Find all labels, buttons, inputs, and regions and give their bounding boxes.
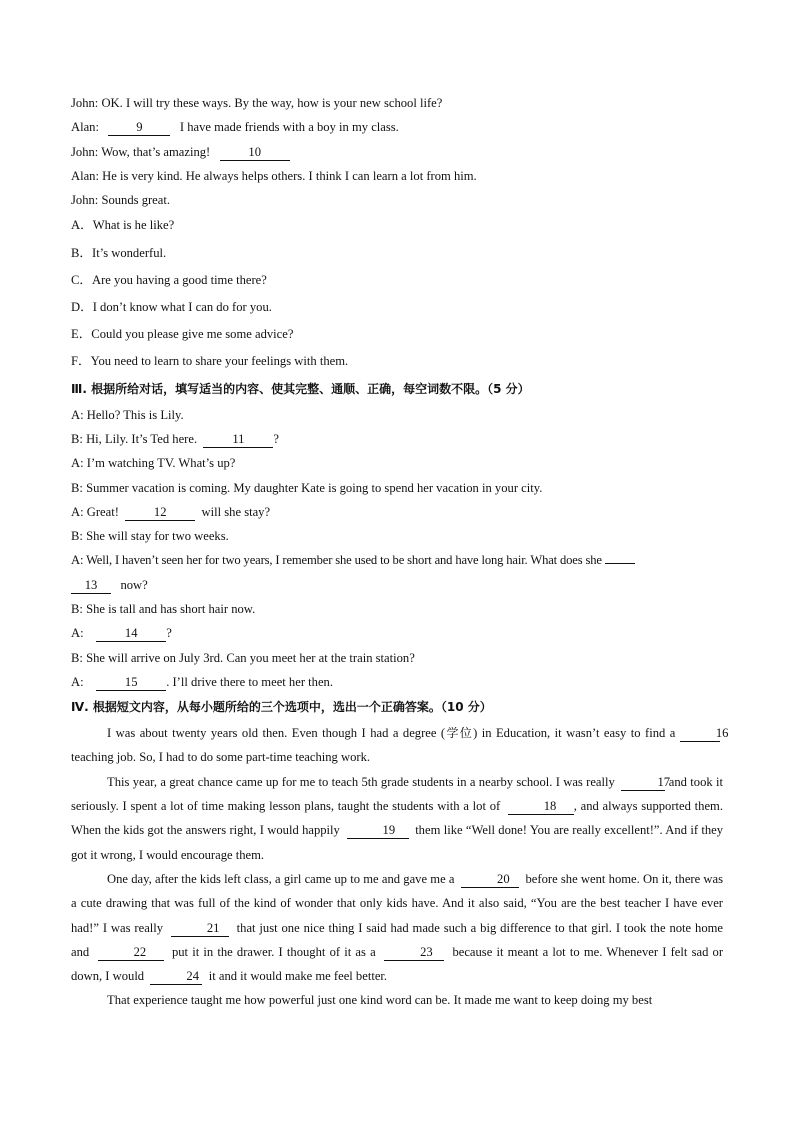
line-text: Sounds great. bbox=[101, 193, 171, 208]
section-4-heading: Ⅳ. 根据短文内容，从每小题所给的三个选项中，选出一个正确答案。（10 分） bbox=[71, 700, 492, 715]
passage-text: , and always supported them. When the kids got the answers right, I would happily bbox=[71, 799, 723, 838]
passage-paragraph-3 bbox=[71, 867, 723, 988]
option-d bbox=[71, 294, 723, 321]
passage-text: I was about twenty years old then. Even though I had a degree ( bbox=[107, 726, 446, 741]
speaker: A: bbox=[71, 456, 84, 471]
line-text: She is tall and has short hair now. bbox=[86, 601, 256, 616]
dialogue-line bbox=[71, 427, 723, 451]
option-text: It’s wonderful. bbox=[92, 245, 167, 260]
option-f bbox=[71, 348, 723, 375]
line-text: . I’ll drive there to meet her then. bbox=[166, 674, 333, 689]
dialogue-line bbox=[71, 548, 723, 572]
passage-text: because it meant a lot to me. Whenever I felt sad or down, I would bbox=[71, 944, 724, 984]
passage-text: before she went home. On it, there was a cute drawing that was full of the kind of wonder that only kids have. And it also said, “You are the best teacher I have ever had!” I was really bbox=[71, 871, 724, 935]
answer-blank-22[interactable]: 22 bbox=[98, 945, 164, 961]
passage-text: put it in the drawer. I thought of it as a bbox=[171, 944, 376, 959]
passage-text: That experience taught me how powerful just one kind word can be. It made me want to keep doing my best bbox=[107, 993, 653, 1008]
dialogue-line bbox=[71, 403, 723, 427]
speaker: B: bbox=[71, 650, 83, 665]
speaker: John: bbox=[71, 144, 99, 159]
option-letter: B． bbox=[71, 245, 92, 260]
option-e bbox=[71, 321, 723, 348]
option-letter: A． bbox=[71, 218, 93, 233]
line-text: Great! bbox=[86, 504, 119, 519]
speaker: John: bbox=[71, 193, 99, 208]
answer-blank-13-start bbox=[605, 548, 635, 564]
passage-text: that just one nice thing I said had made such a big difference to that girl. I took the note home and bbox=[71, 920, 724, 959]
answer-blank-15[interactable]: 15 bbox=[96, 675, 166, 691]
speaker: A: bbox=[71, 626, 84, 641]
answer-blank-10[interactable]: 10 bbox=[220, 145, 290, 161]
dialogue-line bbox=[71, 573, 723, 597]
dialogue-line bbox=[71, 500, 723, 524]
speaker: A: bbox=[71, 504, 84, 519]
dialogue-line bbox=[71, 476, 723, 500]
line-text: OK. I will try these ways. By the way, how is your new school life? bbox=[101, 96, 443, 110]
line-text: ? bbox=[273, 431, 279, 446]
line-text: I’m watching TV. What’s up? bbox=[86, 456, 236, 471]
line-text: She will arrive on July 3rd. Can you meet her at the train station? bbox=[86, 650, 415, 665]
line-text: Hi, Lily. It’s Ted here. bbox=[86, 431, 198, 446]
answer-blank-16[interactable]: 16 bbox=[680, 726, 720, 742]
answer-blank-13[interactable]: 13 bbox=[71, 578, 111, 594]
line-text: now? bbox=[120, 577, 148, 592]
speaker: B: bbox=[71, 529, 83, 544]
passage-text: it and it would make me feel better. bbox=[208, 969, 388, 984]
dialogue-line bbox=[71, 451, 723, 475]
speaker: John: bbox=[71, 96, 99, 110]
passage-text: ) in Education, it wasn’t easy to find a bbox=[473, 726, 676, 741]
option-text: You need to learn to share your feelings with them. bbox=[90, 354, 349, 369]
option-text: Could you please give me some advice? bbox=[91, 327, 294, 342]
line-text: Hello? This is Lily. bbox=[86, 407, 184, 422]
dialogue-line bbox=[71, 115, 723, 139]
answer-blank-12[interactable]: 12 bbox=[125, 505, 195, 521]
dialogue-line bbox=[71, 140, 723, 164]
line-text: Summer vacation is coming. My daughter Kate is going to spend her vacation in your city. bbox=[86, 480, 543, 495]
option-letter: F． bbox=[71, 354, 91, 369]
dialogue-line bbox=[71, 621, 723, 645]
speaker: B: bbox=[71, 431, 83, 446]
answer-blank-9[interactable]: 9 bbox=[108, 120, 170, 136]
passage-text: them like “Well done! You are really excellent!”. And if they got it wrong, I would encourage them. bbox=[71, 823, 724, 862]
dialogue-line bbox=[71, 91, 723, 115]
option-c bbox=[71, 267, 723, 294]
option-letter: C． bbox=[71, 272, 92, 287]
answer-blank-21[interactable]: 21 bbox=[171, 921, 229, 937]
answer-blank-14[interactable]: 14 bbox=[96, 626, 166, 642]
passage-text: This year, a great chance came up for me to teach 5th grade students in a nearby school. I was really bbox=[107, 774, 615, 789]
dialogue-line bbox=[71, 597, 723, 621]
option-text: I don’t know what I can do for you. bbox=[92, 300, 272, 315]
answer-blank-20[interactable]: 20 bbox=[461, 872, 519, 888]
passage-paragraph-4 bbox=[71, 988, 723, 1012]
option-a bbox=[71, 212, 723, 239]
line-text: ? bbox=[166, 626, 172, 641]
option-text: Are you having a good time there? bbox=[92, 272, 267, 287]
answer-blank-18[interactable]: 18 bbox=[508, 799, 574, 815]
speaker: B: bbox=[71, 480, 83, 495]
line-text: She will stay for two weeks. bbox=[86, 529, 229, 544]
option-letter: E． bbox=[71, 327, 92, 342]
line-text: will she stay? bbox=[201, 504, 271, 519]
speaker: A: bbox=[71, 553, 84, 568]
passage-text: teaching job. So, I had to do some part-time teaching work. bbox=[71, 750, 371, 765]
option-b bbox=[71, 240, 723, 267]
answer-blank-19[interactable]: 19 bbox=[347, 823, 409, 839]
section-3-heading: Ⅲ. 根据所给对话，填写适当的内容、使其完整、通顺、正确，每空词数不限。（5 分） bbox=[71, 381, 530, 396]
answer-blank-24[interactable]: 24 bbox=[150, 969, 202, 985]
dialogue-line bbox=[71, 670, 723, 694]
line-text: He is very kind. He always helps others. I think I can learn a lot from him. bbox=[102, 168, 477, 183]
line-text: I have made friends with a boy in my class. bbox=[179, 120, 399, 135]
document-page bbox=[71, 91, 729, 1013]
passage-text: and took it seriously. I spent a lot of time making lesson plans, taught the students with a lot of bbox=[71, 774, 724, 814]
speaker: A: bbox=[71, 407, 84, 422]
dialogue-line bbox=[71, 164, 723, 188]
dialogue-line bbox=[71, 524, 723, 548]
passage-paragraph-1 bbox=[71, 721, 729, 770]
answer-blank-11[interactable]: 11 bbox=[203, 432, 273, 448]
option-letter: D． bbox=[71, 300, 93, 315]
passage-paragraph-2 bbox=[71, 770, 723, 867]
speaker: A: bbox=[71, 674, 84, 689]
speaker: Alan: bbox=[71, 168, 99, 183]
dialogue-line bbox=[71, 646, 723, 670]
line-text: Well, I haven’t seen her for two years, I remember she used to be short and have long hair. What does she bbox=[86, 553, 602, 568]
passage-gloss: 学位 bbox=[445, 726, 474, 741]
speaker: B: bbox=[71, 601, 83, 616]
answer-blank-17[interactable]: 17 bbox=[621, 775, 665, 791]
dialogue-line bbox=[71, 188, 723, 212]
passage-text: One day, after the kids left class, a girl came up to me and gave me a bbox=[107, 871, 455, 886]
option-text: What is he like? bbox=[92, 218, 175, 233]
answer-blank-23[interactable]: 23 bbox=[384, 945, 444, 961]
line-text: Wow, that’s amazing! bbox=[101, 144, 211, 159]
speaker: Alan: bbox=[71, 120, 99, 135]
